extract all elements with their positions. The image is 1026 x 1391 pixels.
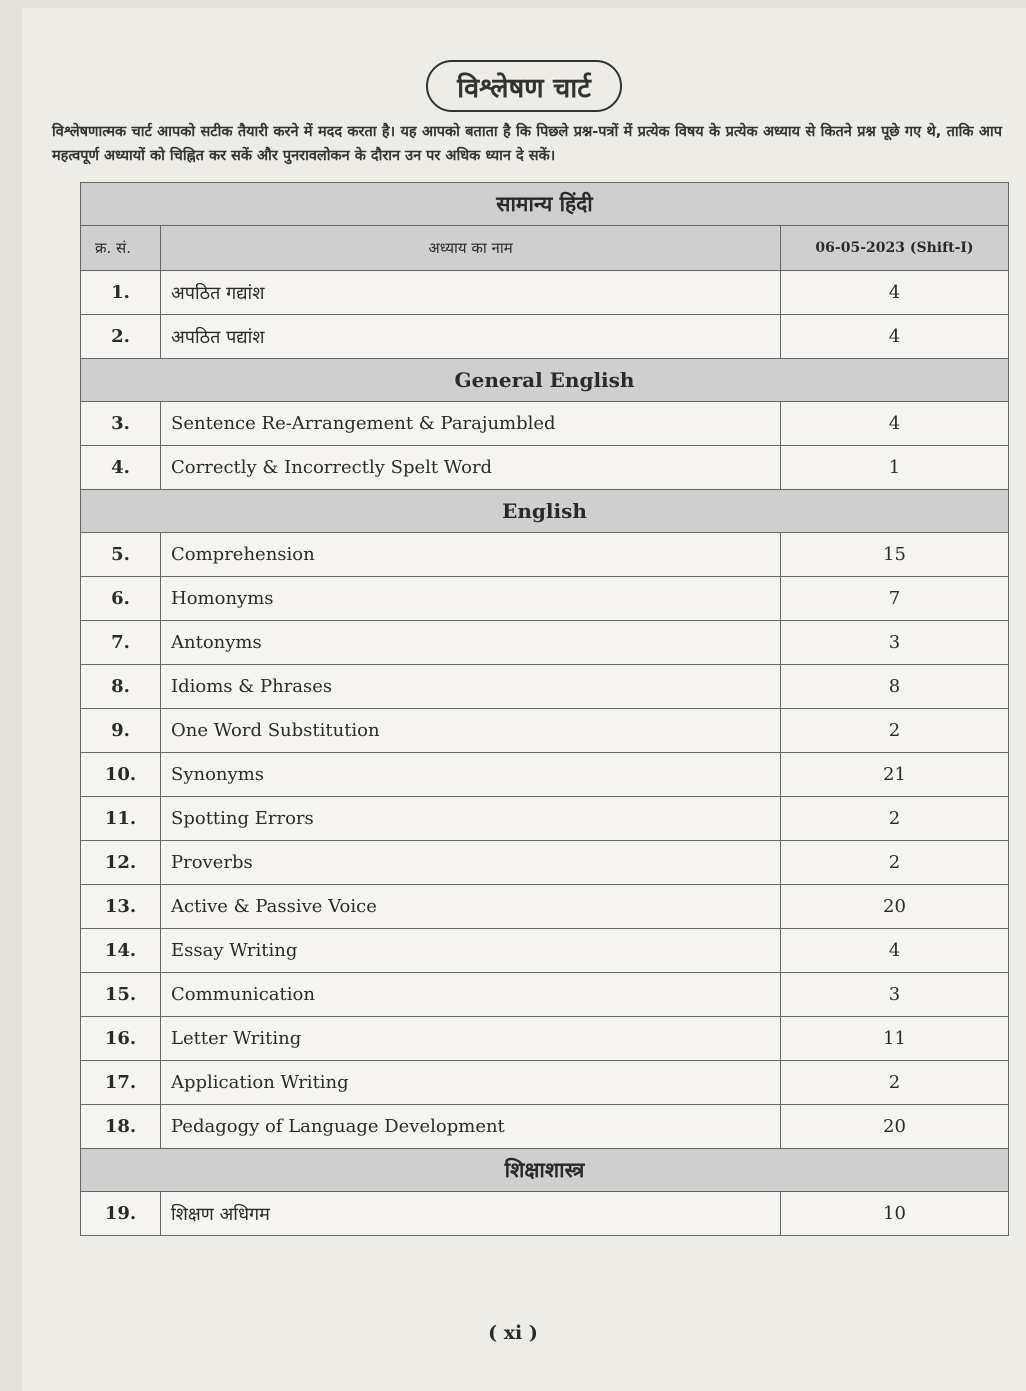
column-header-sno: क्र. सं. — [81, 226, 161, 271]
row-count: 15 — [781, 533, 1009, 577]
row-count: 20 — [781, 885, 1009, 929]
row-count: 4 — [781, 929, 1009, 973]
row-chapter: Comprehension — [161, 533, 781, 577]
analysis-table — [80, 182, 1009, 1236]
row-chapter: Communication — [161, 973, 781, 1017]
section-title: English — [81, 490, 1009, 533]
section-title: General English — [81, 359, 1009, 402]
row-chapter: One Word Substitution — [161, 709, 781, 753]
row-count: 1 — [781, 446, 1009, 490]
table-header-row — [81, 226, 1009, 271]
row-sno: 9. — [81, 709, 161, 753]
section-title: सामान्य हिंदी — [81, 183, 1009, 226]
row-count: 2 — [781, 841, 1009, 885]
row-chapter: Sentence Re-Arrangement & Parajumbled — [161, 402, 781, 446]
row-count: 11 — [781, 1017, 1009, 1061]
row-count: 8 — [781, 665, 1009, 709]
table-row — [81, 1105, 1009, 1149]
table-row — [81, 446, 1009, 490]
row-sno: 3. — [81, 402, 161, 446]
row-count: 4 — [781, 402, 1009, 446]
row-sno: 10. — [81, 753, 161, 797]
row-chapter: Proverbs — [161, 841, 781, 885]
table-row — [81, 271, 1009, 315]
row-chapter: Application Writing — [161, 1061, 781, 1105]
row-sno: 16. — [81, 1017, 161, 1061]
row-chapter: Antonyms — [161, 621, 781, 665]
table-row — [81, 1017, 1009, 1061]
row-sno: 12. — [81, 841, 161, 885]
row-chapter: Spotting Errors — [161, 797, 781, 841]
page — [22, 8, 1026, 1391]
row-sno: 4. — [81, 446, 161, 490]
table-row — [81, 315, 1009, 359]
row-chapter: Homonyms — [161, 577, 781, 621]
row-count: 21 — [781, 753, 1009, 797]
section-header-english — [81, 490, 1009, 533]
row-sno: 1. — [81, 271, 161, 315]
row-chapter: Synonyms — [161, 753, 781, 797]
section-title: शिक्षाशास्त्र — [81, 1149, 1009, 1192]
page-title: विश्लेषण चार्ट — [426, 60, 622, 112]
table-row — [81, 577, 1009, 621]
column-header-exam: 06-05-2023 (Shift-I) — [781, 226, 1009, 271]
table-row — [81, 929, 1009, 973]
page-number: ( xi ) — [488, 1322, 538, 1344]
row-chapter: Idioms & Phrases — [161, 665, 781, 709]
row-chapter: Active & Passive Voice — [161, 885, 781, 929]
section-header-pedagogy — [81, 1149, 1009, 1192]
table-row — [81, 533, 1009, 577]
row-sno: 6. — [81, 577, 161, 621]
row-sno: 14. — [81, 929, 161, 973]
table-row — [81, 797, 1009, 841]
section-header-general-english — [81, 359, 1009, 402]
row-chapter: Letter Writing — [161, 1017, 781, 1061]
row-sno: 5. — [81, 533, 161, 577]
row-sno: 15. — [81, 973, 161, 1017]
table-row — [81, 885, 1009, 929]
row-chapter: Essay Writing — [161, 929, 781, 973]
row-count: 4 — [781, 271, 1009, 315]
row-chapter: अपठित पद्यांश — [161, 315, 781, 359]
row-count: 3 — [781, 973, 1009, 1017]
table-row — [81, 973, 1009, 1017]
table-row — [81, 841, 1009, 885]
row-count: 20 — [781, 1105, 1009, 1149]
row-sno: 13. — [81, 885, 161, 929]
row-sno: 8. — [81, 665, 161, 709]
row-sno: 11. — [81, 797, 161, 841]
column-header-chapter: अध्याय का नाम — [161, 226, 781, 271]
section-header-hindi — [81, 183, 1009, 226]
row-count: 2 — [781, 709, 1009, 753]
row-chapter: अपठित गद्यांश — [161, 271, 781, 315]
row-sno: 2. — [81, 315, 161, 359]
row-count: 10 — [781, 1192, 1009, 1236]
table-row — [81, 621, 1009, 665]
row-chapter: शिक्षण अधिगम — [161, 1192, 781, 1236]
row-count: 4 — [781, 315, 1009, 359]
row-count: 7 — [781, 577, 1009, 621]
table-row — [81, 1192, 1009, 1236]
row-sno: 19. — [81, 1192, 161, 1236]
table-row — [81, 709, 1009, 753]
row-chapter: Correctly & Incorrectly Spelt Word — [161, 446, 781, 490]
table-row — [81, 1061, 1009, 1105]
row-sno: 7. — [81, 621, 161, 665]
table-row — [81, 402, 1009, 446]
row-count: 3 — [781, 621, 1009, 665]
row-count: 2 — [781, 797, 1009, 841]
row-sno: 18. — [81, 1105, 161, 1149]
table-row — [81, 665, 1009, 709]
intro-paragraph: विश्लेषणात्मक चार्ट आपको सटीक तैयारी करने में मदद करता है। यह आपको बताता है कि पिछले प्रश्न-पत्रों में प्रत्येक विषय के प्रत्येक अध्याय से कितने प्रश्न पूछे गए थे, ताकि आप महत्वपूर्ण अध्यायों को चिह्नित कर सकें और पुनरावलोकन के दौरान उन पर अधिक ध्यान दे सकें। — [52, 124, 1002, 164]
row-count: 2 — [781, 1061, 1009, 1105]
row-sno: 17. — [81, 1061, 161, 1105]
table-row — [81, 753, 1009, 797]
row-chapter: Pedagogy of Language Development — [161, 1105, 781, 1149]
